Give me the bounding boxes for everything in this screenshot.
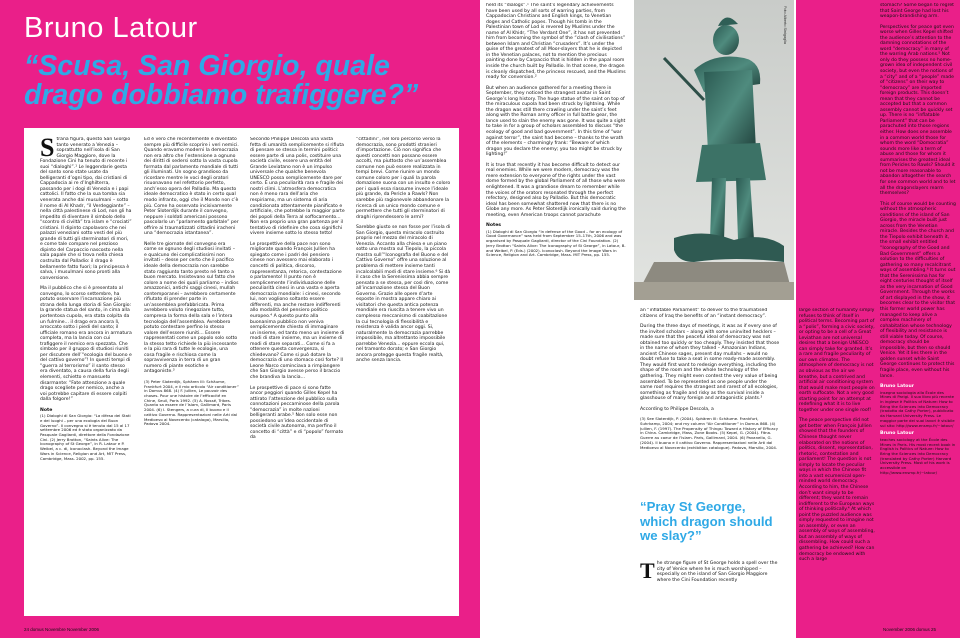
paragraph: Sarebbe giusto se non fosse per l’isola di San Giorgio, questa miracolo costruito proprio nel mezzo del miracolo di Venezia. Accanto alla chiesa e un piano sotto una mostra sul Tiepolo, la piccola mostra sull’“Iconografia del Buono e del Cattivo Governo” offre una soluzione al problema di mettere insieme tanti incalcolabili modi di stare insieme.⁶ Si dà il caso che la Serenissima abbia sempre pensato a se stessa, per così dire, come all’incarnazione stessa del Buon Governo. Grazie alle opere d’arte esposte in mostra appare chiaro ai visitatori che questa antica potenza mondiale era riuscita a tenere vivo un complesso meccanismo di coabitazione la cui tecnologia di flessibilità e resistenza è valida ancor oggi. Si, naturalmente la democrazia parrebbe impossibile, ma altrettanto impossibile parrebbe Venezia... eppure eccola qui, nel tramonto dorato; e San Giorgio ancora protegge questa fragile realtà, anche senza lancia. <box>356 225 451 364</box>
notes-heading: Note <box>40 407 53 413</box>
paragraph: During the three days of meetings, it was as if every one of the invited scholars – along with some uninvited hecklers – made sure that the peaceful ideal of democracy was not obtained too quickly or too cheaply. They insisted that those in the name of whom they talked – Amazonian Indians, ancient Chinese sages, present day mullahs – would no doubt refuse to take a seat in some ready-made assembly. They would first want to redesign everything, including the shape of the room and the whole technology of the gathering. They might even contest the very value of being assembled. To be represented as one people under the same roof requires the strangest and rarest of all ecologies, something as fragile and risky as the survival inside a glasshouse of many foreign and antagonistic plants.³ <box>640 324 780 402</box>
english-column-1 <box>486 3 626 631</box>
italian-column-3 <box>250 137 345 607</box>
drop-cap: S <box>40 137 55 162</box>
notes-heading: Notes <box>486 223 502 229</box>
page-folio: 24 domus Novembre November 2006 <box>24 627 100 632</box>
english-column-2 <box>640 308 780 632</box>
paragraph: an “inflatable Parliament” to deliver to the traumatised citizens of Iraq the benefits of an “instant democracy”. <box>640 308 768 319</box>
paragraph: It is true that recently it has become difficult to detect our real enemies. While we were modern, democracy was the mere extension to everyone of the rights under the vast dome formed by the global Parliament of all those who were enlightened. It was a grandiose dream to remember while the voices of the orators resonated through the perfect refectory, designed also by Palladio. But this democratic ideal has been somewhat shattered now that there is no Globe any more. As Peter Sloterdijk ironically said during the meeting, even American troops cannot parachute <box>486 162 626 218</box>
paragraph: stomach? Some began to regret that Saint George had lost his weapon-brandishing arm. <box>880 3 954 20</box>
article-title: “Scusa, San Giorgio, quale drago dobbiamo trafiggere?” <box>24 50 419 111</box>
author-name: Bruno Latour <box>24 12 198 44</box>
pink-sidebar <box>796 0 960 638</box>
footnotes: (3) Peter Sloterdijk, Sphären III: Schäume, Frankfurt 2004, e il mio articolo “Air conditioner” in Domus 868. (4) F. Jullien, Le pouvoir des choses. Pour une histoire de l’efficacité en Chine, Seuil, Paris 1992. (5) A. Nossé, Tribes. Quanto sa essere de l’Islam, Gallimard, Paris 2004. (6) I. Stengers, a cura di, Il buono e il cattivo Governo. Rappresentazioni nelle Arti dal Medioevo al Novecento (catalogo), Marsilio, Padova 2004. <box>144 378 239 427</box>
paragraph: The peace perspective did not get better when François Jullien showed that the founders of Chinese thought never elaborated on the notions of politics, dissent, representation, rhetoric, contestation and parliament! The question is not simply to locate the peculiar ways in which the Chinese fit into a vast ecumenical open-minded world democracy. According to him, the Chinese don’t want simply to be different; they want to remain indifferent to the European ways of thinking politically.⁴ At which point the puzzled audience was simply requested to imagine not an assembly, or even an assembly of ways of assembling, but an assembly of ways of dissembling. How could such a gathering be achieved? How can democracy be endowed with such a large <box>799 418 875 563</box>
drop-cap: T <box>640 558 655 583</box>
footnotes: (3) See Sloterdijk, P. (2004). Sphären III: Schäume. Frankfurt, Suhrkamp, 2004; and my column “Air Conditioner” in Domus 868. (4) Jullien, F. (1997). The Propensity of Things: Toward a History of Efficacy in China. Cambridge, Mass, Zone Books. (5) Kepel, G. (2004). Fitna. Guerre au coeur de l’Islam. Paris, Gallimard, 2004. (6) Pavanello, G. (2004). Il buono e il cattivo Governo. Rappresentazioni nelle Arti dal Medioevo al Novecento (exhibition catalogue). Padova, Marsilio, 2004. <box>640 416 779 450</box>
page-folio: November 2006 domus 25 <box>882 627 936 632</box>
bio-heading: Bruno Latour <box>880 431 914 437</box>
footnotes: (1) Dialoghi di San Giorgio “In defense of the Good – for an ecology of Good Governance” was held from September 15–17th, 2006 and was organised by Pasquale Gagliardi, director of the Cini Foundation. (2) Jerry Brotton “Saints Alive: The Iconography of St George”, in Latour, B. and Weibel, P. (Eds.) (2002). Iconoclash. Beyond the Image Wars in Science, Religion and Art. Cambridge, Mass. MIT Press, pp. 155. <box>486 228 626 258</box>
paragraph: Ed è vero che recentemente è diventato sempre più difficile scoprire i veri nemici. Quando eravamo moderni la democrazia non era altro che l’estensione a ognuno dei diritti di sedersi sotto la vasta cupola formata dal parlamento mondiale di tutti gli illuminati. Un sogno grandioso da ricordare mentre le voci degli oratori risuonavano nel refettorio perfetto, anch’esso opera del Palladio. Ma questo ideale democratico è stato in certo qual modo infranto, oggi che il Mondo non c’è più. Come ha osservato incisivamente Peter Sloterdijk durante il convegno, neppure i soldati americani possono pascolarlo un “parlamento garbitale” per offrire ai traumatizzati cittadini iracheni una “democrazia istantanea”. <box>144 137 239 237</box>
paragraph: But when an audience gathered for a meeting there in September, they noticed the strangest avatar in Saint George’s long history. The huge statue of the saint on top of the miraculous cupola had been struck by lightning. While the dragon was still there crawling under the saint’s feet along with the Roman army officer in full battle gear, the lance used to slain the enemy was gone. It was quite a sight to take in for a group of scholars assembled to discuss “the ecology of good and bad government”. In this time of “war against terror”, the saint had become – thanks to the wrath of the elements – charmingly frank: “Beware of which dragon you declare the enemy; you too might be struck by lighting!” <box>486 85 626 158</box>
photo-credit: Foto Alberto Sinigaglia <box>783 6 787 44</box>
paragraph: This of course would be counting without the atmospheric conditions of the island of San Giorgio, the miracle built just across from the Venetian miracle. Besides the church and the Tiepolo exhibit beneath it, the small exhibit entitled “Iconography of the Good and Bad Government” offers a solution to the difficulties of gathering so many recalcitrant ways of assembling.⁶ It turns out that the Serenissima has for eight centuries thought of itself as the very incarnation of Good Government. Through the works of art displayed in the show, it becomes clear to the visitor that this former world power has managed to keep alive a complex machinery of cohabitation whose technology of flexibility and resistance is still viable today. Of course, democracy should be impossible, but then so should Venice. Yet it lies there in the golden sunset while Saint George continues to protect this fragile place, even without his lance. <box>880 201 956 379</box>
english-column-4 <box>880 3 956 631</box>
paragraph: Secondo Philippe Descola una vasta fetta di umanità semplicemente si rifiuta di pensare se stessa in termini politici: essere parte di una polis, costituire una società civile, essere una entità del Grande Leviatano non è un impulso universale che qualche benevola UNESCO possa semplicemente dare per certo. È una peculiarità rara e fragile dei nostri climi. L’atmosfera democratica non è meno rara dell’aria che respiriamo, ma un sistema di aria condizionata attentamente pianificato e artificiale, che potrebbe la maggior parte dei popoli della Terra al soffocamento... Non era proprio una gran partenza per il tentativo di ridefinire che cosa significhi vivere insieme sotto lo stesso tetto! <box>250 137 345 237</box>
paragraph: Le prospettive della pace non sono migliorate quando François Jullien ha spiegato come i padri dei pensiero cinese non avessero mai elaborato i concetti di politica, discorso, rappresentanza, retorica, contestazione o parlamento! Il punto non è semplicemente l’individuazione delle peculiarità cinesi in una vasta e aperta democrazia mondiale: i cinesi, secondo lui, non vogliono soltanto essere differenti, ma anche restare indifferenti allo modalità del pensiero politico europeo.⁴ A questo punto alla buonanima pubblico non veniva semplicemente chiesto di immaginare un insieme, ed tanto meno un insieme di modi di stare insieme, ma un insieme di modi di stare separati... Come si fa a ottenere questa convergenza, si chiedevano? Come si può dotare la democrazia di uno stomaco così forte? Il Leone Narco cominciava a rimpiangere che San Giorgio avesse perso il braccio che brandiva la lancia... <box>250 241 345 380</box>
paragraph: large section of humanity simply refuses to think of itself in political terms. Becoming part of a “polis”, forming a civic society, or opting to be a cell of a Great Leviathan are not universal desires that a benign UNESCO can simply take for granted. It’s a rare and fragile peculiarity of our own climates. The atmosphere of democracy is not as obvious as the air we breathe, but a contrived and artificial air conditioning system that would make most people on earth suffocate. Not a very good starting point for an attempt at redefining what it is to live together under one single roof! <box>799 308 875 413</box>
statue-illustration <box>634 0 794 300</box>
pull-quote: “Pray St George, which dragon should we slay?” <box>640 499 773 543</box>
italian-column-1 <box>40 137 132 607</box>
paragraph: held its “dialogs”.¹ The saint’s legendary achievements have been used by all sorts of warring parties, from Cappadocian Christians and English kings, to Venetian doges and Catholic popes. Though his tomb in the Palestinian town of Lod is revered by Muslims under the name of Al Khidr, “The Verdant One”, it has not prevented him from becoming the symbol of the “clash of civilisations” between Islam and Christian “crusaders”. It’s under the guise of the greatest of all Moor-slayers that he is depicted in the Venetian palaces, not to mention the precious painting done by Carpaccio that is hidden in the papal room inside the church built by Palladio. In that scene, the dragon is cleanly dispatched, the princess rescued, and the Muslims ready for conversion.² <box>486 3 626 81</box>
paragraph: “cittadini”, nel loro percorso verso la democrazia, sono prodotti stranieri d’importazione. Ciò non significa che questi concetti non possano essere accolti, ma piuttosto che un’assemblea comune non può essere realizzata in tempi brevi. Come riunire un mondo comune coloro per i quali la parola domazione suona con un insulto e coloro per i quali essa riassume invece l’ideale più grande, da Pericle a Rawls? Non sarebbe più ragionevole abbandonare la ricerca di un unico mondo comune e permettere che tutti gli sterminatori di draghi riprendessero le armi? <box>356 137 451 220</box>
paragraph: he strange figure of St George holds a spell over the city of Venice where he is much worshipped – especially on the island of San Giorgio Maggiore where the Cini Foundation recently <box>656 561 778 583</box>
paragraph: According to Philippe Descola, a <box>640 406 714 412</box>
paragraph: Le prospettive di pace si sono fatte ancor peggiori quando Gilles Kepel ha attirato l’attenzione del pubblico sulla connotazioni peccaminose della parola “democrazia” in molte nazioni belligeranti arabe.⁵ Non solo esse non possiedono un’idea occidentale di società civile autonoma, ma perfino il concetto di “città” e di “popolo” formato da <box>250 385 344 441</box>
english-intro-text <box>640 558 780 583</box>
italian-column-2 <box>144 137 239 607</box>
paragraph: Perspectives for peace got even worse when Gilles Kepel shifted the audience’s attention to the damning connotations of the word “democracy” in many of the warring Arab nations.⁵ Not only do they possess no home-grown idea of independent civil society, but even the notions of a “city” and of a “people” made of “citizens” on their way to “democracy” are imported foreign products. This doesn’t mean that they cannot be accepted but that a common assembly cannot be quickly set up. There is no “inflatable Parliament” that can be parachuted into those regions either. How does one assemble in a common world those for whom the word “Domocratia” sounds more like a term of abuse and those for whom it summarises the greatest ideal from Pericles to Rawls? Should it not be more reasonable to abandon altogether the search for one common world and to let all the dragonslayers rearm themselves? <box>880 24 956 197</box>
english-column-3 <box>799 308 875 632</box>
author-bio-italian: insegna sociologia alla École des Mines di Parigi. Il suo libro più recente in inglese è Politics of Nature: How to Bring the Sciences into Democracy (tradotto da Cathy Porter), pubblicato da Harvard University Press. Le maggior parte dei suoi lavori è visibile sul sito: http://www.ensmp.fr/~latour/ <box>880 389 955 428</box>
italian-column-4 <box>356 137 451 607</box>
footnotes: (1) Dialoghi di San Giorgio: “La difesa dei Stati e dei luoghi – per una ecologia del Buon Governo”. Il convegno si è tenuto dal 15 al 17 settembre 2006 ed è stato organizzato da Pasquale Gagliardi, direttore della Fondazione Cini. (2) Jerry Brotton, “Saints Alive: The Iconography of St George”, in R. Lataur e P. Weibel, a c. di, Iconoclash. Beyond the Image Wars in Science, Religion and Art, MIT Press, Cambridge, Mass. 2002, pp. 155. <box>40 413 131 461</box>
paragraph: Ma il pubblico che si è presentato al convegno, lo scorso settembre, ha potuto osservare l’incarnazione più strana della lunga storia di San Giorgio: la grande statua del santo, in cima alla portentosa cupola, era stata colpita da un fulmine... il drago era ancora lì, arroccato sotto i piedi del santo; il ufficiale romano era ancora in armatura completa, ma la lancia con cui trafiggere il nemico era spezzata. Che simbolo per il gruppo di studiosi riuniti per discutere dell’“ecologia del buono e del cattivo governo”! In questi tempi di “guerra al terrorismo” il santo stesso era diventato, a causa della furia degli elementi, schietto e mansueto disarmante: “Fate attenzione a quale drago scegliete per nemico, anche a voi potrebbe capitare di essere colpiti dalla folgore!” <box>40 286 132 403</box>
author-bio-english: teaches sociology at the École des Mines in Paris. His most recent book in English is Politics of Nature: How to Bring the Sciences into Democracy (translated by Cathy Porter) Harvard University Press. Most of his work is accessible on http://www.ensmp.fr/~latour/ <box>880 436 956 475</box>
paragraph: trana figura, questo San Giorgio tanto venerato a Venezia – soprattutto nell’isola di San Giorgio Maggiore, dove la Fondazione Cini ha tenuto di recente i suoi “dialoghi”.¹ Le leggendarie gesta del santo sono state usate da belligeranti d’ogni tipo, dai cristiani di Cappadocia ai re d’Inghilterra, passando per i dogi di Venezia e i papi cattolici. Il fatto che la sua tomba sia venerata anche dai musulmani – sotto il nome di Al Khadr, “il Verdeggiante” – nella città palestinese di Lod, non gli ha impedito di diventare il simbolo dello “scontro di civiltà” tra islam e “crociati” cristiani. Il dipinto capolavoro che nei palazzi veneziani sotto vesti del più grande di tutti gli sterminatori di mori, e come tale compare nel prezioso dipinto del Carpaccio nascosto nella sala papale che si trova nella chiesa costruita dal Palladio: il drago è bellamente fatto fuori; la principessa è salva, i musulmani sono pronti alla conversione. <box>40 137 132 281</box>
bio-heading: Bruno Latour <box>880 384 914 390</box>
st-george-statue-photo <box>634 0 794 300</box>
paragraph: Nelle tre giornate del convegno era come se ognuno degli studiosi invitati – e qualcuno dei complicatissimi non invitati – desse per certo che il pacifico ideale della democrazia non sarebbe stato raggiunto tanto presto né tanto a buon mercato. Insistevano sul fatto che colore a nome dei quali parliamo – indios amazzonici, antichi saggi cinesi, mullah contemporanei – avrebbero certamente rifiutato di prender parte in un’assemblea prefabbricata. Prima avrebbero voluto rinegoziare tutto, compresa la forma della sala e l’intera tecnologia dell’assemblea. Avrebbero potuto contestare perfino lo stesso valore dell’essere riuniti... Essere rappresentati come un popolo solo sotto la stesso tetto richiede la più incessante e la più rara di tutte le ecologie, una cosa fragile e rischiosa come la sopravvivenza in terra di un gran numero di piante esotiche e antagoniste.³ <box>144 241 239 375</box>
